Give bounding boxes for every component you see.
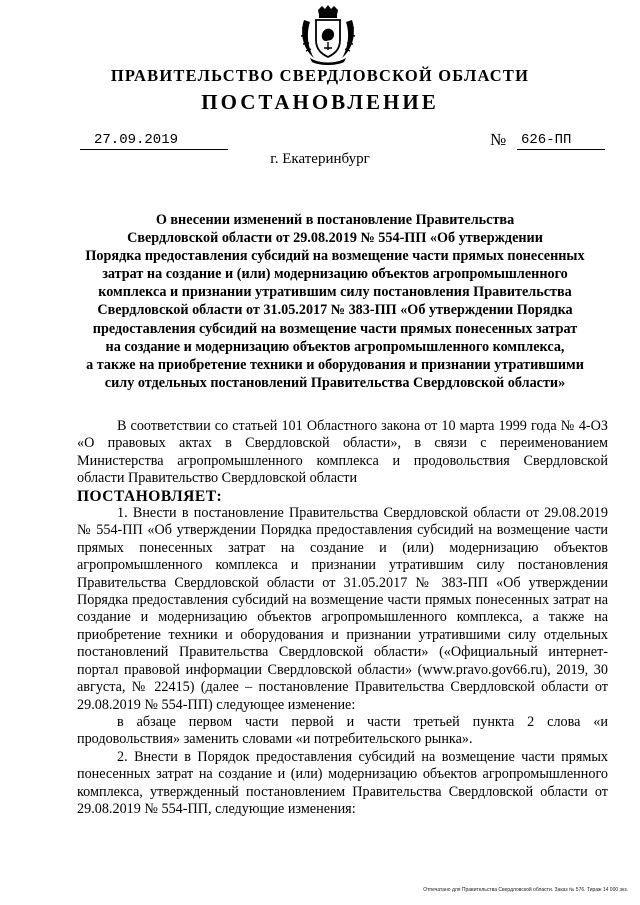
item-1-paragraph: 1. Внести в постановление Правительства Свердловской области от 29.08.2019 № 554-ПП «Об утверждении Порядка предоставления субсидий на возмещение части прямых понесенных затрат на создание и (или) модернизацию объектов агропромышленного комплекса и признании утратившим силу постановления Правительства Свердловской области от 31.05.2017 № 383-ПП «Об утверждении Порядка предоставления субсидий на возмещение части прямых понесенных затрат на создание и модернизацию объектов агропромышленного комплекса, а также на приобретение техники и оборудования и признании утратившими силу отдельных постановлений Правительства Свердловской области» («Официальный интернет-портал правовой информации Свердловской области» (www.pravo.gov66.ru), 2019, 30 августа, № 22415) (далее – постановление Правительства Свердловской области от 29.08.2019 № 554-ПП) следующее изменение: (77, 505, 608, 713)
resolves-heading: ПОСТАНОВЛЯЕТ: (77, 487, 223, 505)
title-line: Свердловской области от 29.08.2019 № 554-ПП «Об утверждении (127, 230, 543, 247)
decree-number: 626-ПП (517, 132, 605, 150)
decree-title (70, 211, 600, 392)
title-line: Порядка предоставления субсидий на возмещение части прямых понесенных (85, 248, 585, 265)
decree-body (77, 418, 608, 818)
preamble-paragraph: В соответствии со статьей 101 Областного закона от 10 марта 1999 года № 4-ОЗ «О правовых актах в Свердловской области», в связи с переименованием Министерства агропромышленного комплекса и продовольствия Свердловской области Правительство Свердловской области (77, 418, 608, 487)
title-line: комплекса и признании утратившим силу постановления Правительства (98, 284, 572, 301)
document-type-title: ПОСТАНОВЛЕНИЕ (201, 90, 439, 114)
title-line: силу отдельных постановлений Правительства Свердловской области» (104, 374, 566, 391)
government-name: ПРАВИТЕЛЬСТВО СВЕРДЛОВСКОЙ ОБЛАСТИ (110, 66, 530, 85)
title-line: Свердловской области от 31.05.2017 № 383-ПП «Об утверждении Порядка (97, 302, 573, 319)
item-1-detail-paragraph: в абзаце первом части первой и части третьей пункта 2 слова «и продовольствия» заменить словами «и потребительского рынка». (77, 713, 608, 748)
title-line: затрат на создание и (или) модернизацию объектов агропромышленного (102, 266, 568, 283)
title-line: а также на приобретение техники и оборудования и признании утратившими (86, 356, 584, 373)
print-footer-note: Отпечатано для Правительства Свердловской области. Заказ № 576. Тираж 14 000 экз. (423, 887, 628, 893)
number-sign: № (490, 130, 507, 149)
title-line: О внесении изменений в постановление Правительства (155, 212, 515, 228)
title-line: предоставления субсидий на возмещение части прямых понесенных затрат (92, 320, 578, 337)
decree-date: 27.09.2019 (80, 132, 228, 150)
item-2-paragraph: 2. Внести в Порядок предоставления субсидий на возмещение части прямых понесенных затрат на создание и (или) модернизацию объектов агропромышленного комплекса, утвержденный постановлением Правительства Свердловской области от 29.08.2019 № 554-ПП, следующие изменения: (77, 748, 608, 817)
coat-of-arms-emblem (296, 4, 360, 66)
title-line: на создание и модернизацию объектов агропромышленного комплекса, (105, 338, 565, 355)
city-name: г. Екатеринбург (270, 151, 370, 167)
